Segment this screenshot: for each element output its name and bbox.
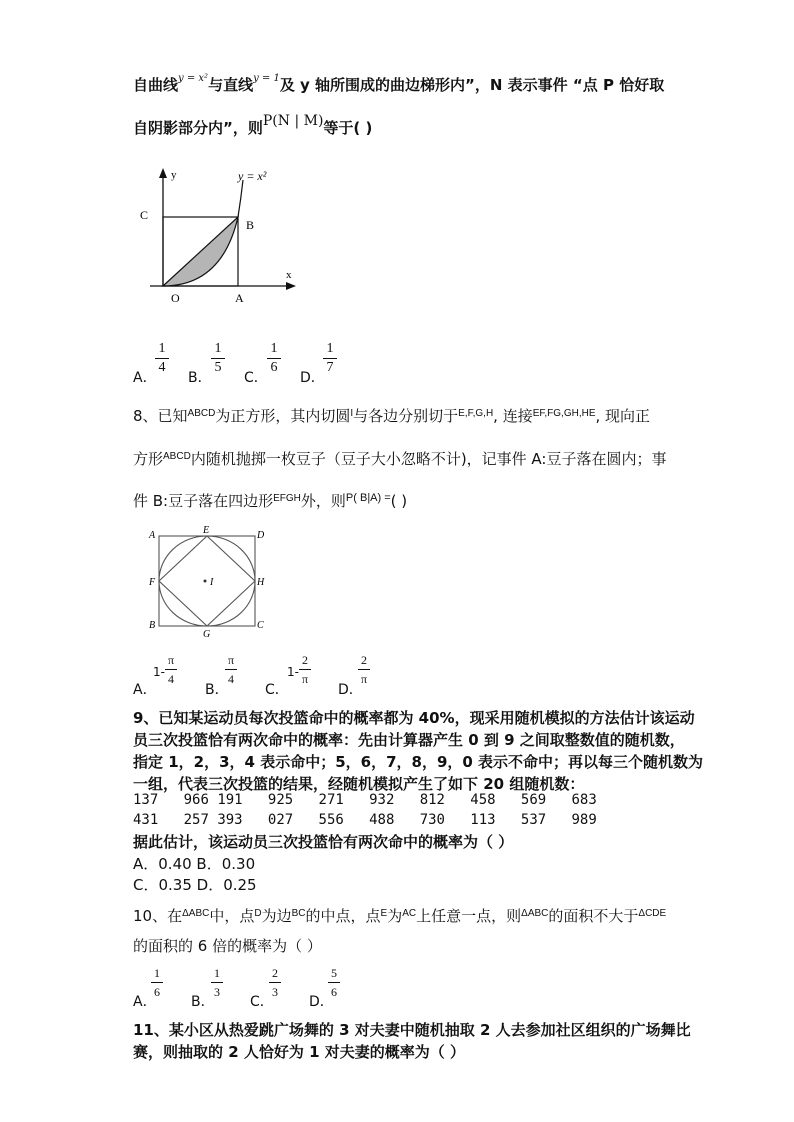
numerator: 1	[214, 341, 222, 356]
numerator: 1	[326, 341, 334, 356]
random-number: 113	[470, 812, 496, 828]
q10-text: 为边	[261, 907, 292, 925]
label-F: F	[149, 577, 156, 588]
q8-option-b-label: B．	[205, 682, 229, 698]
q7-text: 与直线	[208, 76, 254, 94]
q7-option-c-label: C．	[244, 370, 268, 386]
label-D: D	[257, 530, 265, 541]
inscribed-circle	[159, 536, 255, 626]
q10-option-b-label: B．	[191, 994, 215, 1010]
q8-text: , 现向正	[595, 407, 651, 425]
q10-text: 的面积不大于	[548, 907, 639, 925]
q10-option-b-fraction	[211, 965, 223, 1000]
q8-line-1	[133, 405, 650, 426]
q8-text: 为正方形，其内切圆	[215, 407, 351, 425]
random-number: 431	[133, 812, 159, 828]
q8-line-2	[133, 448, 667, 469]
q8-text: 件 B:豆子落在四边形	[133, 492, 274, 510]
random-number: 556	[318, 812, 344, 828]
q8-square-name: ABCD	[163, 451, 191, 462]
random-number: 730	[419, 812, 445, 828]
label-O: O	[171, 291, 180, 305]
label-B: B	[246, 218, 255, 232]
numerator: π	[167, 653, 175, 667]
numerator: 1	[214, 966, 220, 980]
q7-option-c-fraction	[267, 341, 281, 376]
denominator: 6	[331, 985, 337, 999]
q10-triangle: ΔABC	[521, 908, 549, 919]
q10-text: 10、在	[133, 907, 183, 925]
q10-option-d-fraction	[328, 965, 340, 1000]
shaded-region	[163, 217, 238, 286]
random-number: 191	[217, 792, 243, 808]
q9-question: 据此估计，该运动员三次投篮恰有两次命中的概率为（ ）	[133, 833, 514, 851]
q10-triangle: ΔABC	[182, 908, 210, 919]
label-I: I	[210, 577, 214, 588]
numerator: 2	[272, 966, 278, 980]
q8-text: , 连接	[493, 407, 533, 425]
q8-option-a-label: A．	[133, 682, 157, 698]
label-H: H	[257, 577, 265, 588]
q10-side-bc: BC	[291, 908, 306, 919]
label-x: x	[286, 269, 292, 281]
center-point	[204, 580, 207, 583]
denominator: π	[360, 672, 368, 686]
q7-text: 自曲线	[133, 76, 179, 94]
q7-figure	[130, 158, 310, 308]
q11-line-1: 11、某小区从热爱跳广场舞的 3 对夫妻中随机抽取 2 人去参加社区组织的广场舞比	[133, 1021, 691, 1039]
q7-conditional-probability: P(N | M)	[262, 113, 324, 129]
numerator: 1	[270, 341, 278, 356]
label-curve: y = x²	[238, 169, 267, 183]
numerator: 2	[302, 653, 308, 667]
q7-option-d-fraction	[323, 341, 337, 376]
q10-triangle-cde: ΔCDE	[638, 908, 667, 919]
q9-line-4: 一组，代表三次投篮的结果，经随机模拟产生了如下 20 组随机数：	[133, 775, 585, 793]
random-number: 458	[470, 792, 496, 808]
q10-side-ac: AC	[402, 908, 417, 919]
q8-conditional-probability: P( B|A) =	[345, 492, 391, 504]
q8-option-c-fraction	[299, 652, 311, 687]
denominator: 7	[326, 360, 334, 375]
random-number: 812	[419, 792, 445, 808]
q10-option-a-label: A．	[133, 994, 157, 1010]
random-number: 683	[571, 792, 597, 808]
q9-line-3: 指定 1，2，3，4 表示命中；5，6，7，8，9，0 表示不命中；再以每三个随机数为	[133, 753, 704, 771]
q7-line-1	[133, 74, 664, 95]
q8-option-d-fraction	[358, 652, 370, 687]
random-number: 027	[267, 812, 294, 828]
random-number: 932	[369, 792, 395, 808]
q9-line-2: 员三次投篮恰有两次命中的概率：先由计算器产生 0 到 9 之间取整数值的随机数，	[133, 731, 685, 749]
numerator: 2	[361, 653, 367, 667]
q7-equation-line: y = 1	[253, 73, 280, 84]
q7-option-d-label: D．	[300, 370, 325, 386]
q10-text: 的中点，点	[305, 907, 381, 925]
q10-line-1	[133, 905, 666, 926]
label-C: C	[257, 620, 264, 631]
q8-segments: EF,FG,GH,HE	[532, 408, 596, 419]
q8-figure	[145, 525, 270, 640]
q8-text: 8、已知	[133, 407, 188, 425]
denominator: 3	[272, 985, 278, 999]
y-axis-arrow	[159, 168, 167, 178]
q10-option-a-fraction	[151, 965, 163, 1000]
label-B: B	[149, 620, 156, 631]
q8-square-name: ABCD	[187, 408, 216, 419]
label-G: G	[203, 629, 211, 640]
q8-text: 与各边分别切于	[353, 407, 459, 425]
q8-circle-name: I	[350, 408, 354, 419]
q10-option-c-fraction	[269, 965, 281, 1000]
parabola-curve	[238, 180, 243, 217]
q8-option-a-fraction	[165, 652, 177, 687]
q9-options-1: A．0.40 B．0.30	[133, 855, 256, 873]
q10-point-e: E	[380, 908, 388, 919]
q8-option-c-label: C．	[265, 682, 289, 698]
q10-text: 中，点	[209, 907, 255, 925]
random-number: 989	[571, 812, 597, 828]
random-number: 137	[133, 792, 159, 808]
random-number: 257	[183, 812, 209, 828]
q8-quadrilateral-name: EFGH	[273, 493, 301, 504]
q8-text: 外，则	[300, 492, 346, 510]
q7-text: 及 y 轴所围成的曲边梯形内”，N 表示事件 “点 P 恰好取	[279, 76, 665, 94]
q8-option-c-prefix: 1-	[287, 665, 299, 679]
q11-line-2: 赛，则抽取的 2 人恰好为 1 对夫妻的概率为（ ）	[133, 1043, 465, 1061]
q8-text: 内随机抛掷一枚豆子（豆子大小忽略不计)，记事件 A:豆子落在圆内；事	[190, 450, 667, 468]
x-axis-arrow	[286, 282, 296, 290]
q7-option-b-fraction	[211, 341, 225, 376]
denominator: 5	[214, 360, 222, 375]
numerator: 1	[158, 341, 166, 356]
q7-equation-curve: y = x²	[178, 73, 209, 84]
denominator: π	[301, 672, 309, 686]
q8-text: 方形	[133, 450, 164, 468]
q8-option-a-prefix: 1-	[153, 665, 165, 679]
q9-random-row-1	[133, 792, 597, 808]
denominator: 6	[270, 360, 278, 375]
random-number: 393	[217, 812, 243, 828]
label-C: C	[140, 208, 149, 222]
q7-option-a-fraction	[155, 341, 169, 376]
q10-point-d: D	[254, 908, 262, 919]
denominator: 4	[228, 672, 234, 686]
q8-option-b-fraction	[225, 652, 237, 687]
q7-option-b-label: B．	[188, 370, 212, 386]
q10-option-c-label: C．	[250, 994, 274, 1010]
q8-text: ( )	[390, 492, 408, 510]
q10-text: 上任意一点，则	[416, 907, 522, 925]
q7-text: 等于( )	[323, 119, 373, 137]
q10-line-2: 的面积的 6 倍的概率为（ ）	[133, 937, 322, 955]
numerator: π	[227, 653, 235, 667]
q8-line-3	[133, 490, 407, 511]
denominator: 6	[154, 985, 160, 999]
label-A: A	[149, 530, 156, 541]
label-A: A	[235, 291, 244, 305]
random-number: 966	[183, 792, 209, 808]
denominator: 4	[158, 360, 166, 375]
q7-option-a-label: A．	[133, 370, 157, 386]
q8-option-d-label: D．	[338, 682, 363, 698]
q7-line-2	[133, 113, 373, 138]
q9-options-2: C．0.35 D．0.25	[133, 876, 257, 894]
denominator: 3	[214, 985, 220, 999]
q10-text: 为	[387, 907, 403, 925]
random-number: 537	[520, 812, 547, 828]
q9-random-row-2	[133, 812, 597, 828]
random-number: 925	[267, 792, 294, 808]
random-number: 569	[520, 792, 547, 808]
numerator: 5	[331, 966, 337, 980]
label-E: E	[203, 525, 210, 536]
random-number: 271	[318, 792, 344, 808]
numerator: 1	[154, 966, 160, 980]
q7-text: 自阴影部分内”，则	[133, 119, 263, 137]
label-y: y	[171, 169, 177, 181]
q8-tangent-points: E,F,G,H	[458, 408, 494, 419]
denominator: 4	[168, 672, 174, 686]
q10-option-d-label: D．	[309, 994, 334, 1010]
q9-line-1: 9、已知某运动员每次投篮命中的概率都为 40%，现采用随机模拟的方法估计该运动	[133, 709, 695, 727]
random-number: 488	[369, 812, 395, 828]
